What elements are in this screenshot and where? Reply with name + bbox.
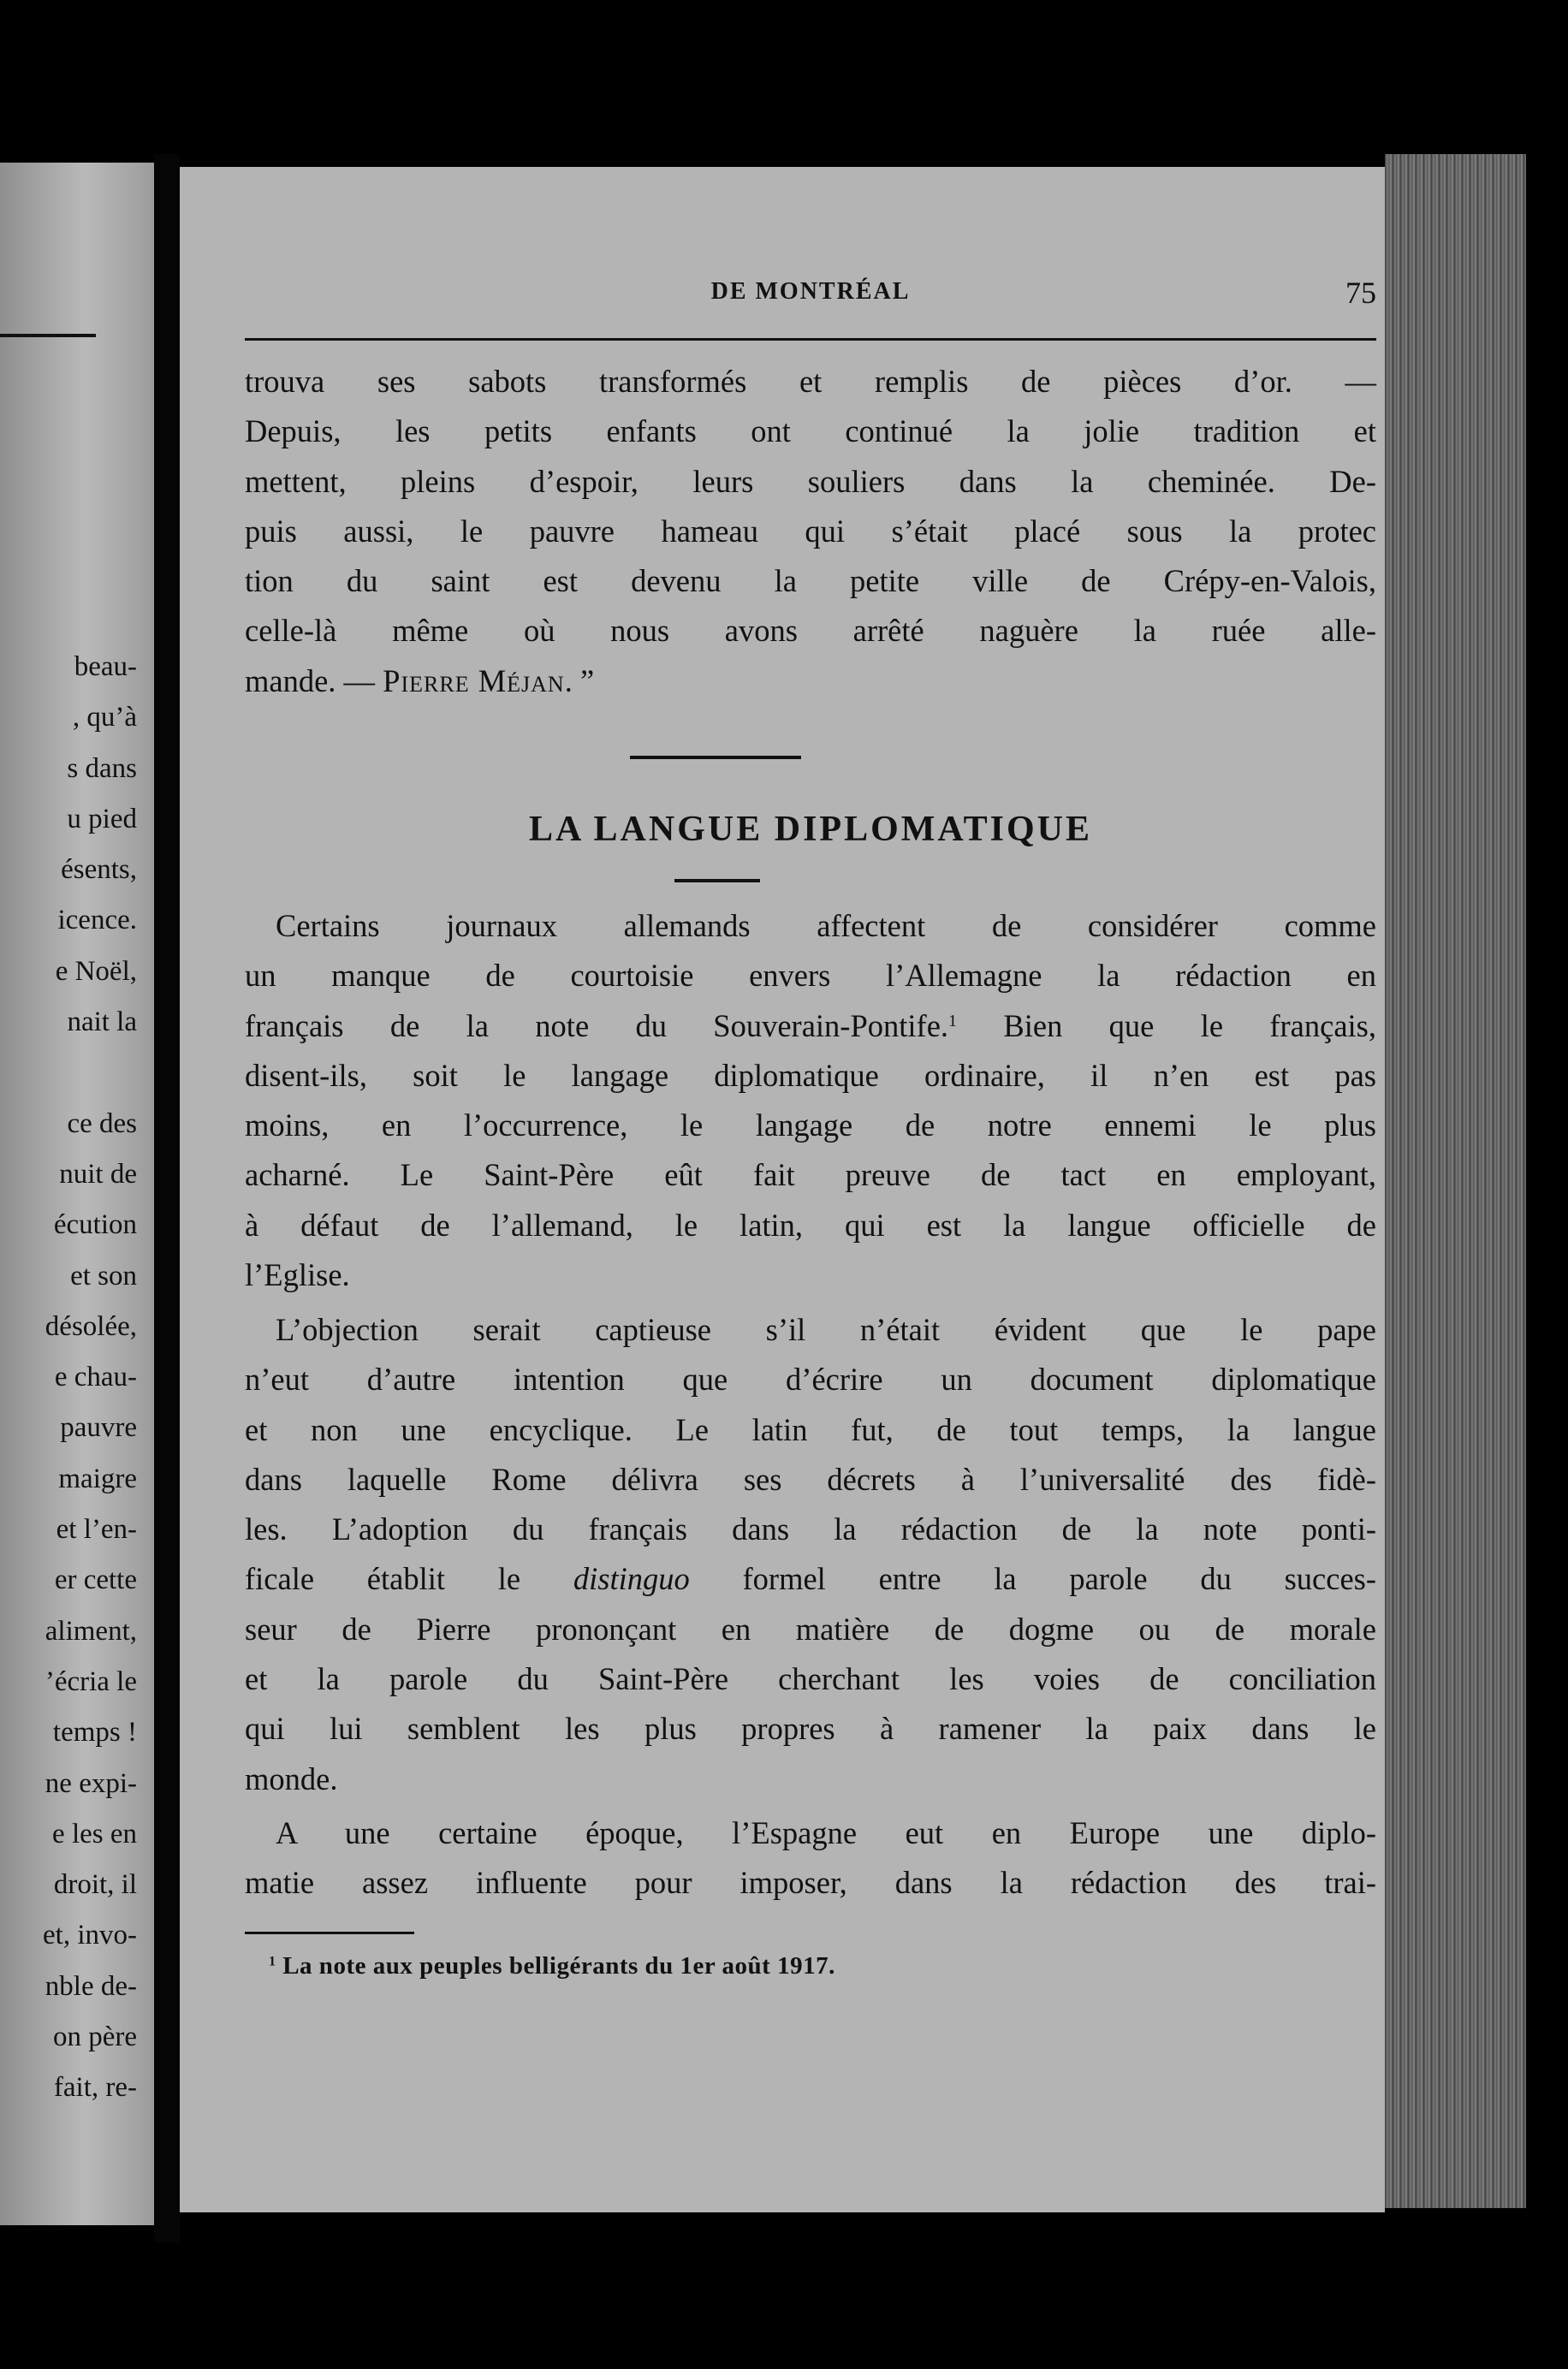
paragraph-continuation	[245, 357, 1376, 706]
previous-page-line: et, invo-	[43, 1920, 137, 1951]
previous-page-line: désolée,	[45, 1310, 137, 1342]
previous-page-line: e chau-	[54, 1362, 137, 1393]
text-line: les. L’adoption du français dans la rédaction de la note ponti-	[245, 1511, 1376, 1547]
previous-page-line: beau-	[74, 651, 137, 682]
text-line: Certains journaux allemands affectent de considérer comme	[276, 908, 1376, 943]
previous-page-line: ’écria le	[45, 1665, 137, 1697]
text-line: moins, en l’occurrence, le langage de notre ennemi le plus	[245, 1107, 1376, 1143]
footnote-text: La note aux peuples belligérants du 1er août 1917.	[276, 1952, 835, 1980]
text-fragment: ficale établit le	[245, 1561, 573, 1597]
text-line: puis aussi, le pauvre hameau qui s’était placé sous la protec	[245, 513, 1376, 549]
text-line: un manque de courtoisie envers l’Allemagne la rédaction en	[245, 958, 1376, 994]
previous-page-line: temps !	[52, 1717, 137, 1749]
previous-page-line: ne expi-	[45, 1767, 137, 1799]
footnote	[269, 1952, 835, 1980]
section-title: LA LANGUE DIPLOMATIQUE	[529, 810, 1092, 849]
text-line: acharné. Le Saint-Père eût fait preuve de tact en employant,	[245, 1157, 1376, 1193]
text-line: celle-là même où nous avons arrêté naguère la ruée alle-	[245, 613, 1376, 649]
paragraph	[245, 1808, 1376, 1909]
text-line: Depuis, les petits enfants ont continué la jolie tradition et	[245, 413, 1376, 449]
paragraph	[245, 901, 1376, 1300]
text-line	[245, 1001, 1376, 1051]
footnote-number: 1	[269, 1954, 276, 1969]
previous-page-line: et son	[70, 1260, 137, 1291]
text-line: et la parole du Saint-Père cherchant les voies de conciliation	[245, 1661, 1376, 1697]
book-page	[180, 167, 1385, 2212]
text-line: tion du saint est devenu la petite ville de Crépy-en-Valois,	[245, 563, 1376, 599]
text-line: seur de Pierre prononçant en matière de dogme ou de morale	[245, 1611, 1376, 1647]
previous-page-line: aliment,	[45, 1615, 137, 1647]
header-rule	[245, 338, 1376, 341]
previous-page-fragment	[0, 163, 154, 2225]
paragraph	[245, 1305, 1376, 1804]
text-line: n’eut d’autre intention que d’écrire un document diplomatique	[245, 1362, 1376, 1398]
book-gutter	[154, 154, 180, 2242]
previous-page-line: nble de-	[45, 1970, 137, 2002]
book-page-edges	[1385, 154, 1526, 2208]
footnote-marker: 1	[948, 1011, 958, 1030]
previous-page-line: icence.	[57, 905, 137, 936]
text-line: l’Eglise.	[245, 1257, 350, 1293]
text-fragment: Bien que le français,	[957, 1007, 1377, 1043]
previous-page-line: e Noël,	[55, 955, 137, 987]
text-line: matie assez influente pour imposer, dans la rédaction des trai-	[245, 1865, 1376, 1901]
previous-page-rule	[0, 334, 96, 337]
running-head: DE MONTRÉAL	[710, 278, 911, 305]
text-line: et non une encyclique. Le latin fut, de tout temps, la langue	[245, 1411, 1376, 1447]
previous-page-line: nait la	[67, 1006, 137, 1038]
text-line	[245, 656, 1376, 706]
text-line: qui lui semblent les plus propres à ramener la paix dans le	[245, 1711, 1376, 1747]
previous-page-text	[0, 642, 137, 2114]
text-line: trouva ses sabots transformés et remplis de pièces d’or. —	[245, 364, 1376, 399]
previous-page-line: droit, il	[53, 1869, 137, 1901]
text-fragment: . ”	[564, 662, 595, 698]
page-header	[245, 278, 1376, 316]
section-separator-rule	[630, 756, 801, 759]
text-line: à défaut de l’allemand, le latin, qui est la langue officielle de	[245, 1207, 1376, 1243]
previous-page-line: u pied	[67, 803, 137, 834]
text-line: disent-ils, soit le langage diplomatique ordinaire, il n’en est pas	[245, 1057, 1376, 1093]
previous-page-line: ésents,	[61, 854, 137, 886]
text-line: mettent, pleins d’espoir, leurs souliers dans la cheminée. De-	[245, 463, 1376, 499]
text-line: A une certaine époque, l’Espagne eut en Europe une diplo-	[276, 1815, 1376, 1850]
title-underline-rule	[674, 879, 760, 882]
italic-term: distinguo	[573, 1561, 690, 1597]
previous-page-line: fait, re-	[53, 2072, 137, 2104]
previous-page-line: , qu’à	[72, 702, 137, 733]
text-fragment: formel entre la parole du succes-	[689, 1561, 1376, 1597]
page-number: 75	[1345, 276, 1376, 310]
previous-page-line: er cette	[54, 1564, 137, 1596]
previous-page-line	[0, 1048, 137, 1098]
previous-page-line: e les en	[52, 1818, 137, 1849]
text-fragment: français de la note du Souverain-Pontife.	[245, 1007, 949, 1043]
previous-page-line: et l’en-	[56, 1514, 137, 1546]
previous-page-line: pauvre	[60, 1412, 137, 1444]
previous-page-line: ce des	[67, 1107, 137, 1139]
previous-page-line: on père	[52, 2022, 137, 2053]
text-line: monde.	[245, 1760, 338, 1796]
text-line	[245, 1554, 1376, 1604]
author-signature: Pierre Méjan	[383, 662, 565, 698]
footnote-rule	[245, 1932, 414, 1934]
previous-page-line: écution	[53, 1209, 137, 1241]
text-line: dans laquelle Rome délivra ses décrets à l’universalité des fidè-	[245, 1461, 1376, 1497]
previous-page-line: s dans	[67, 752, 137, 784]
text-fragment: mande. —	[245, 662, 383, 698]
previous-page-line: maigre	[58, 1463, 137, 1494]
previous-page-line: nuit de	[59, 1158, 137, 1190]
text-line: L’objection serait captieuse s’il n’était évident que le pape	[276, 1312, 1376, 1347]
